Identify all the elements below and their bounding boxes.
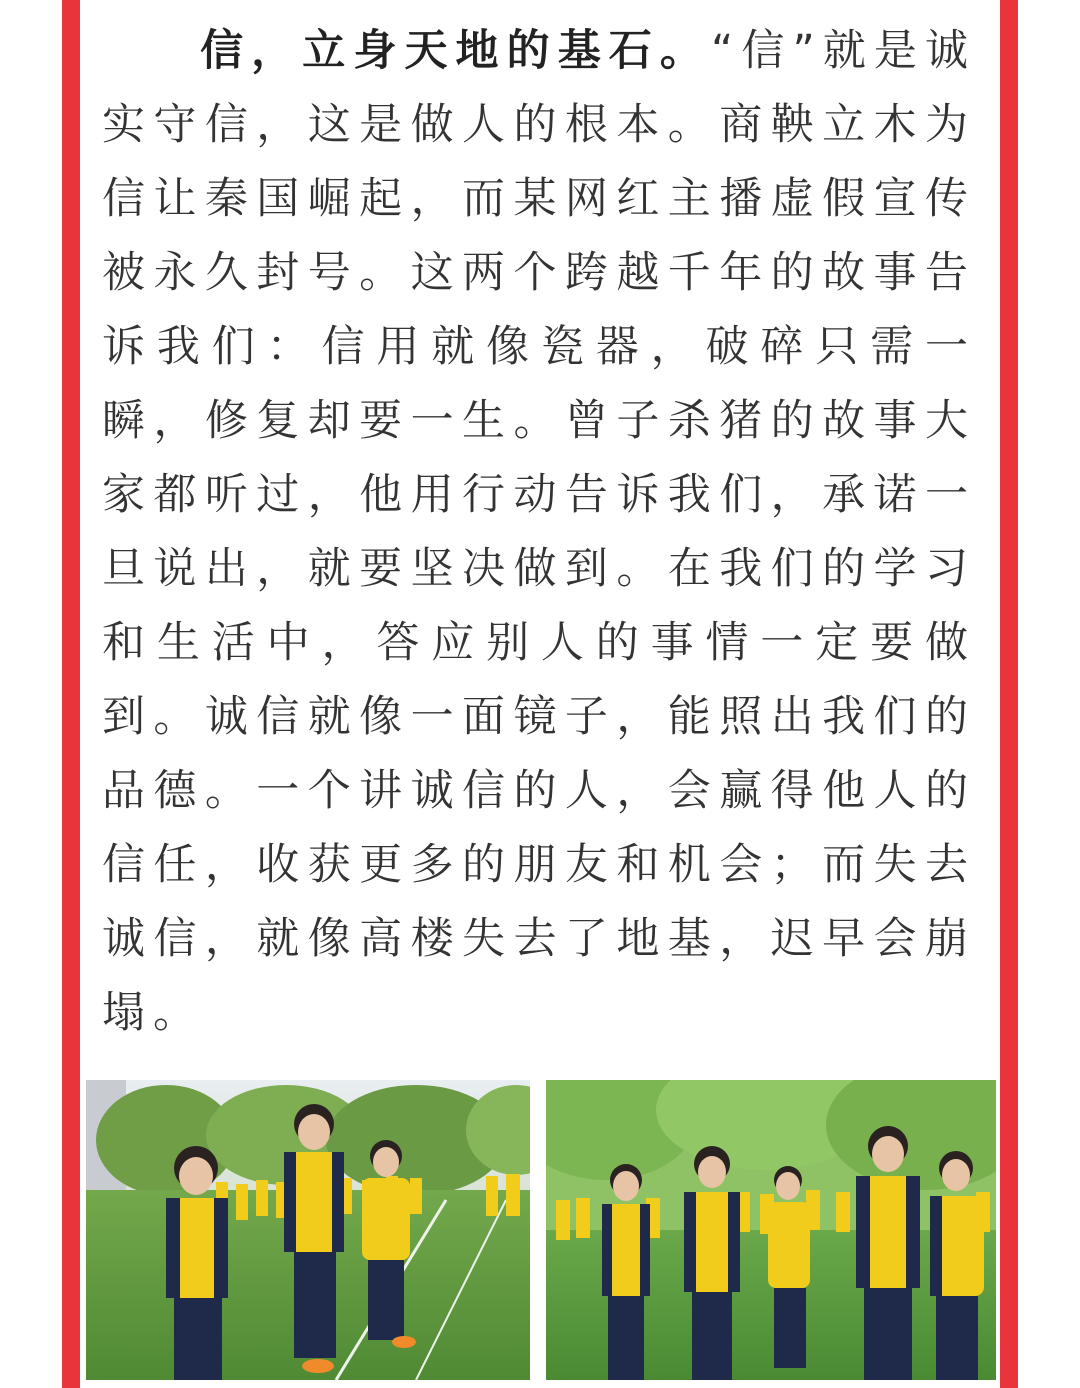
students-photo-left: [86, 1080, 530, 1380]
article-paragraph: [102, 14, 976, 1050]
students-photo-right: [546, 1080, 996, 1380]
paragraph-body: “信”就是诚实守信，这是做人的根本。商鞅立木为信让秦国崛起，而某网红主播虚假宣传被永久封号。这两个跨越千年的故事告诉我们：信用就像瓷器，破碎只需一瞬，修复却要一生。曾子杀猪的故事大家都听过，他用行动告诉我们，承诺一旦说出，就要坚决做到。在我们的学习和生活中，答应别人的事情一定要做到。诚信就像一面镜子，能照出我们的品德。一个讲诚信的人，会赢得他人的信任，收获更多的朋友和机会；而失去诚信，就像高楼失去了地基，迟早会崩塌。: [102, 26, 977, 1038]
left-red-border: [62, 0, 80, 1388]
students-field-image: [86, 1080, 530, 1380]
paragraph-lead-heading: 信，立身天地的基石。: [200, 26, 711, 76]
right-red-border: [1000, 0, 1018, 1388]
students-clapping-image: [546, 1080, 996, 1380]
